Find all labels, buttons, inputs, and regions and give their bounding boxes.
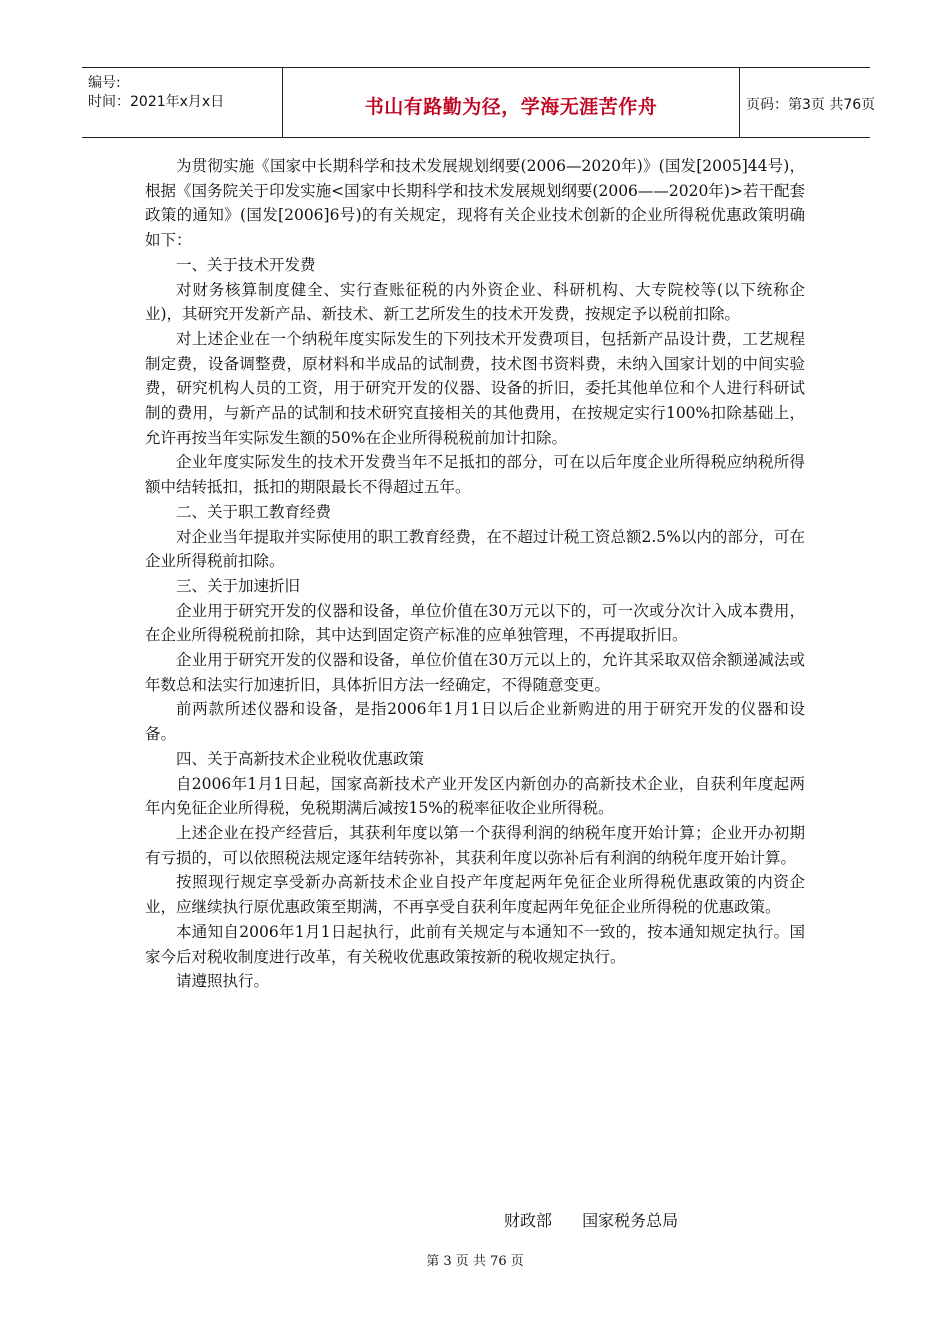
header-page-code: 页码：第3页 共76页 — [746, 97, 876, 113]
paragraph: 企业用于研究开发的仪器和设备，单位价值在30万元以下的，可一次或分次计入成本费用，在企业所得税税前扣除，其中达到固定资产标准的应单独管理，不再提取折旧。 — [145, 601, 805, 645]
paragraph-closing: 请遵照执行。 — [176, 972, 270, 991]
paragraph: 前两款所述仪器和设备，是指2006年1月1日以后企业新购进的用于研究开发的仪器和设备。 — [145, 700, 805, 744]
page-header — [82, 67, 876, 138]
paragraph: 对财务核算制度健全、实行查账征税的内外资企业、科研机构、大专院校等(以下统称企业)，其研究开发新产品、新技术、新工艺所发生的技术开发费，按规定予以税前扣除。 — [145, 280, 805, 324]
section-heading-2: 二、关于职工教育经费 — [176, 502, 332, 521]
section-heading-4: 四、关于高新技术企业税收优惠政策 — [176, 749, 425, 768]
paragraph-intro: 为贯彻实施《国家中长期科学和技术发展规划纲要(2006—2020年)》(国发[2005]44号)，根据《国务院关于印发实施<国家中长期科学和技术发展规划纲要(2006——2020年)>若干配套政策的通知》(国发[2006]6号)的有关规定，现将有关企业技术创新的企业所得税优惠政策明确如下： — [145, 157, 805, 250]
header-left-cell — [82, 68, 282, 137]
page-footer: 第 3 页 共 76 页 — [426, 1254, 524, 1269]
header-motto: 书山有路勤为径，学海无涯苦作舟 — [364, 96, 658, 118]
section-heading-3: 三、关于加速折旧 — [176, 576, 301, 595]
paragraph: 企业用于研究开发的仪器和设备，单位价值在30万元以上的，允许其采取双倍余额递减法或年数总和法实行加速折旧，具体折旧方法一经确定，不得随意变更。 — [145, 651, 805, 694]
header-right-cell — [738, 68, 876, 137]
paragraph: 上述企业在投产经营后，其获利年度以第一个获得利润的纳税年度开始计算；企业开办初期有亏损的，可以依照税法规定逐年结转弥补，其获利年度以弥补后有利润的纳税年度开始计算。 — [145, 823, 805, 867]
paragraph: 企业年度实际发生的技术开发费当年不足抵扣的部分，可在以后年度企业所得税应纳税所得额中结转抵扣，抵扣的期限最长不得超过五年。 — [145, 453, 805, 497]
document-number-label: 编号: — [88, 75, 121, 91]
document-time-label: 时间：2021年x月x日 — [88, 94, 225, 110]
section-heading-1: 一、关于技术开发费 — [176, 255, 316, 274]
header-middle-cell — [282, 68, 740, 137]
paragraph: 自2006年1月1日起，国家高新技术产业开发区内新创办的高新技术企业，自获利年度起两年内免征企业所得税，免税期满后减按15%的税率征收企业所得税。 — [145, 774, 805, 818]
paragraph: 本通知自2006年1月1日起执行，此前有关规定与本通知不一致的，按本通知规定执行。国家今后对税收制度进行改革，有关税收优惠政策按新的税收规定执行。 — [145, 922, 805, 966]
paragraph: 对企业当年提取并实际使用的职工教育经费，在不超过计税工资总额2.5%以内的部分，可在企业所得税前扣除。 — [145, 527, 805, 571]
paragraph: 对上述企业在一个纳税年度实际发生的下列技术开发费项目，包括新产品设计费，工艺规程制定费，设备调整费，原材料和半成品的试制费，技术图书资料费，未纳入国家计划的中间实验费，研究机构人员的工资，用于研究开发的仪器、设备的折旧，委托其他单位和个人进行科研试制的费用，与新产品的试制和技术研究直接相关的其他费用，在按规定实行100%扣除基础上，允许再按当年实际发生额的50%在企业所得税税前加计扣除。 — [145, 329, 805, 447]
paragraph: 按照现行规定享受新办高新技术企业自投产年度起两年免征企业所得税优惠政策的内资企业，应继续执行原优惠政策至期满，不再享受自获利年度起两年免征企业所得税的优惠政策。 — [145, 873, 805, 917]
signature-issuers: 财政部 国家税务总局 — [504, 1211, 679, 1230]
document-body — [145, 154, 805, 994]
